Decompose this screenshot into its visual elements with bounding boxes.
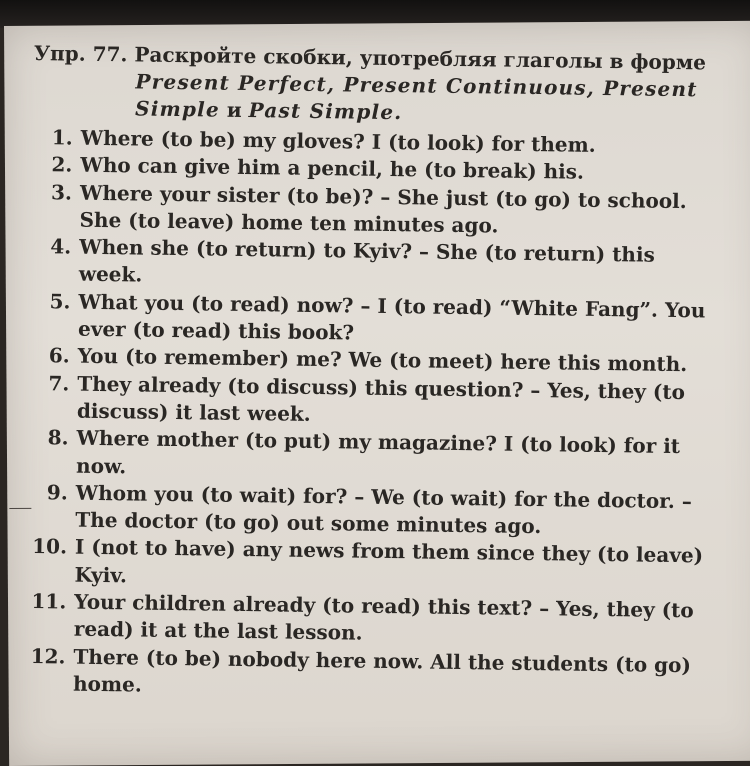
item-text: Where mother (to put) my magazine? I (to look) for it now. — [75, 425, 681, 478]
heading-line-2: Present Perfect, Present Continuous, Present — [135, 69, 698, 102]
book-page — [4, 21, 750, 766]
item-text: Where (to be) my gloves? I (to look) for them. — [80, 125, 596, 157]
item-number: 8. — [47, 425, 69, 450]
item-number: 1. — [51, 125, 73, 150]
exercise-item — [19, 369, 710, 433]
heading-line-3: Simple и Past Simple. — [134, 96, 403, 125]
item-text: Who can give him a pencil, he (to break) his. — [80, 152, 585, 184]
exercise-item — [15, 642, 706, 706]
item-text: You (to remember) me? We (to meet) here this month. — [77, 344, 688, 377]
item-number: 6. — [48, 343, 70, 368]
exercise-heading — [33, 40, 714, 130]
item-number: 5. — [49, 289, 71, 314]
item-number: 9. — [46, 480, 68, 505]
exercise-item — [17, 479, 708, 543]
heading-line-1: Упр. 77. Раскройте скобки, употребляя глаголы в форме — [33, 40, 707, 75]
exercise-item — [18, 424, 709, 488]
item-text: Where your sister (to be)? – She just (to go) to school. She (to leave) home ten minutes ago. — [79, 180, 687, 238]
item-text: Whom you (to wait) for? – We (to wait) for the doctor. – The doctor (to go) out some minutes ago. — [75, 480, 692, 539]
item-text: There (to be) nobody here now. All the students (to go) home. — [72, 644, 692, 697]
exercise-item — [21, 233, 712, 297]
item-number: 2. — [51, 152, 73, 177]
exercise-item — [21, 178, 712, 242]
exercise-item — [20, 288, 711, 352]
exercise-item — [16, 588, 707, 652]
item-text: When she (to return) to Kyiv? – She (to return) this week. — [78, 234, 655, 288]
item-text: What you (to read) now? – I (to read) “White Fang”. You ever (to read) this book? — [77, 289, 706, 345]
item-number: 12. — [30, 643, 66, 669]
item-number: 10. — [32, 534, 68, 559]
item-number: 3. — [50, 179, 73, 205]
item-text: Your children already (to read) this text? – Yes, they (to read) it at the last lesson. — [73, 589, 694, 645]
item-number: 11. — [31, 589, 67, 614]
exercise-content — [15, 40, 714, 707]
exercise-items — [15, 124, 713, 707]
exercise-item — [16, 533, 707, 597]
item-number: 7. — [48, 370, 70, 396]
item-number: 4. — [50, 234, 72, 259]
pencil-mark — [9, 508, 31, 509]
item-text: I (not to have) any news from them since they (to leave) Kyiv. — [74, 535, 704, 588]
item-text: They already (to discuss) this question? – Yes, they (to discuss) it last week. — [76, 371, 686, 426]
